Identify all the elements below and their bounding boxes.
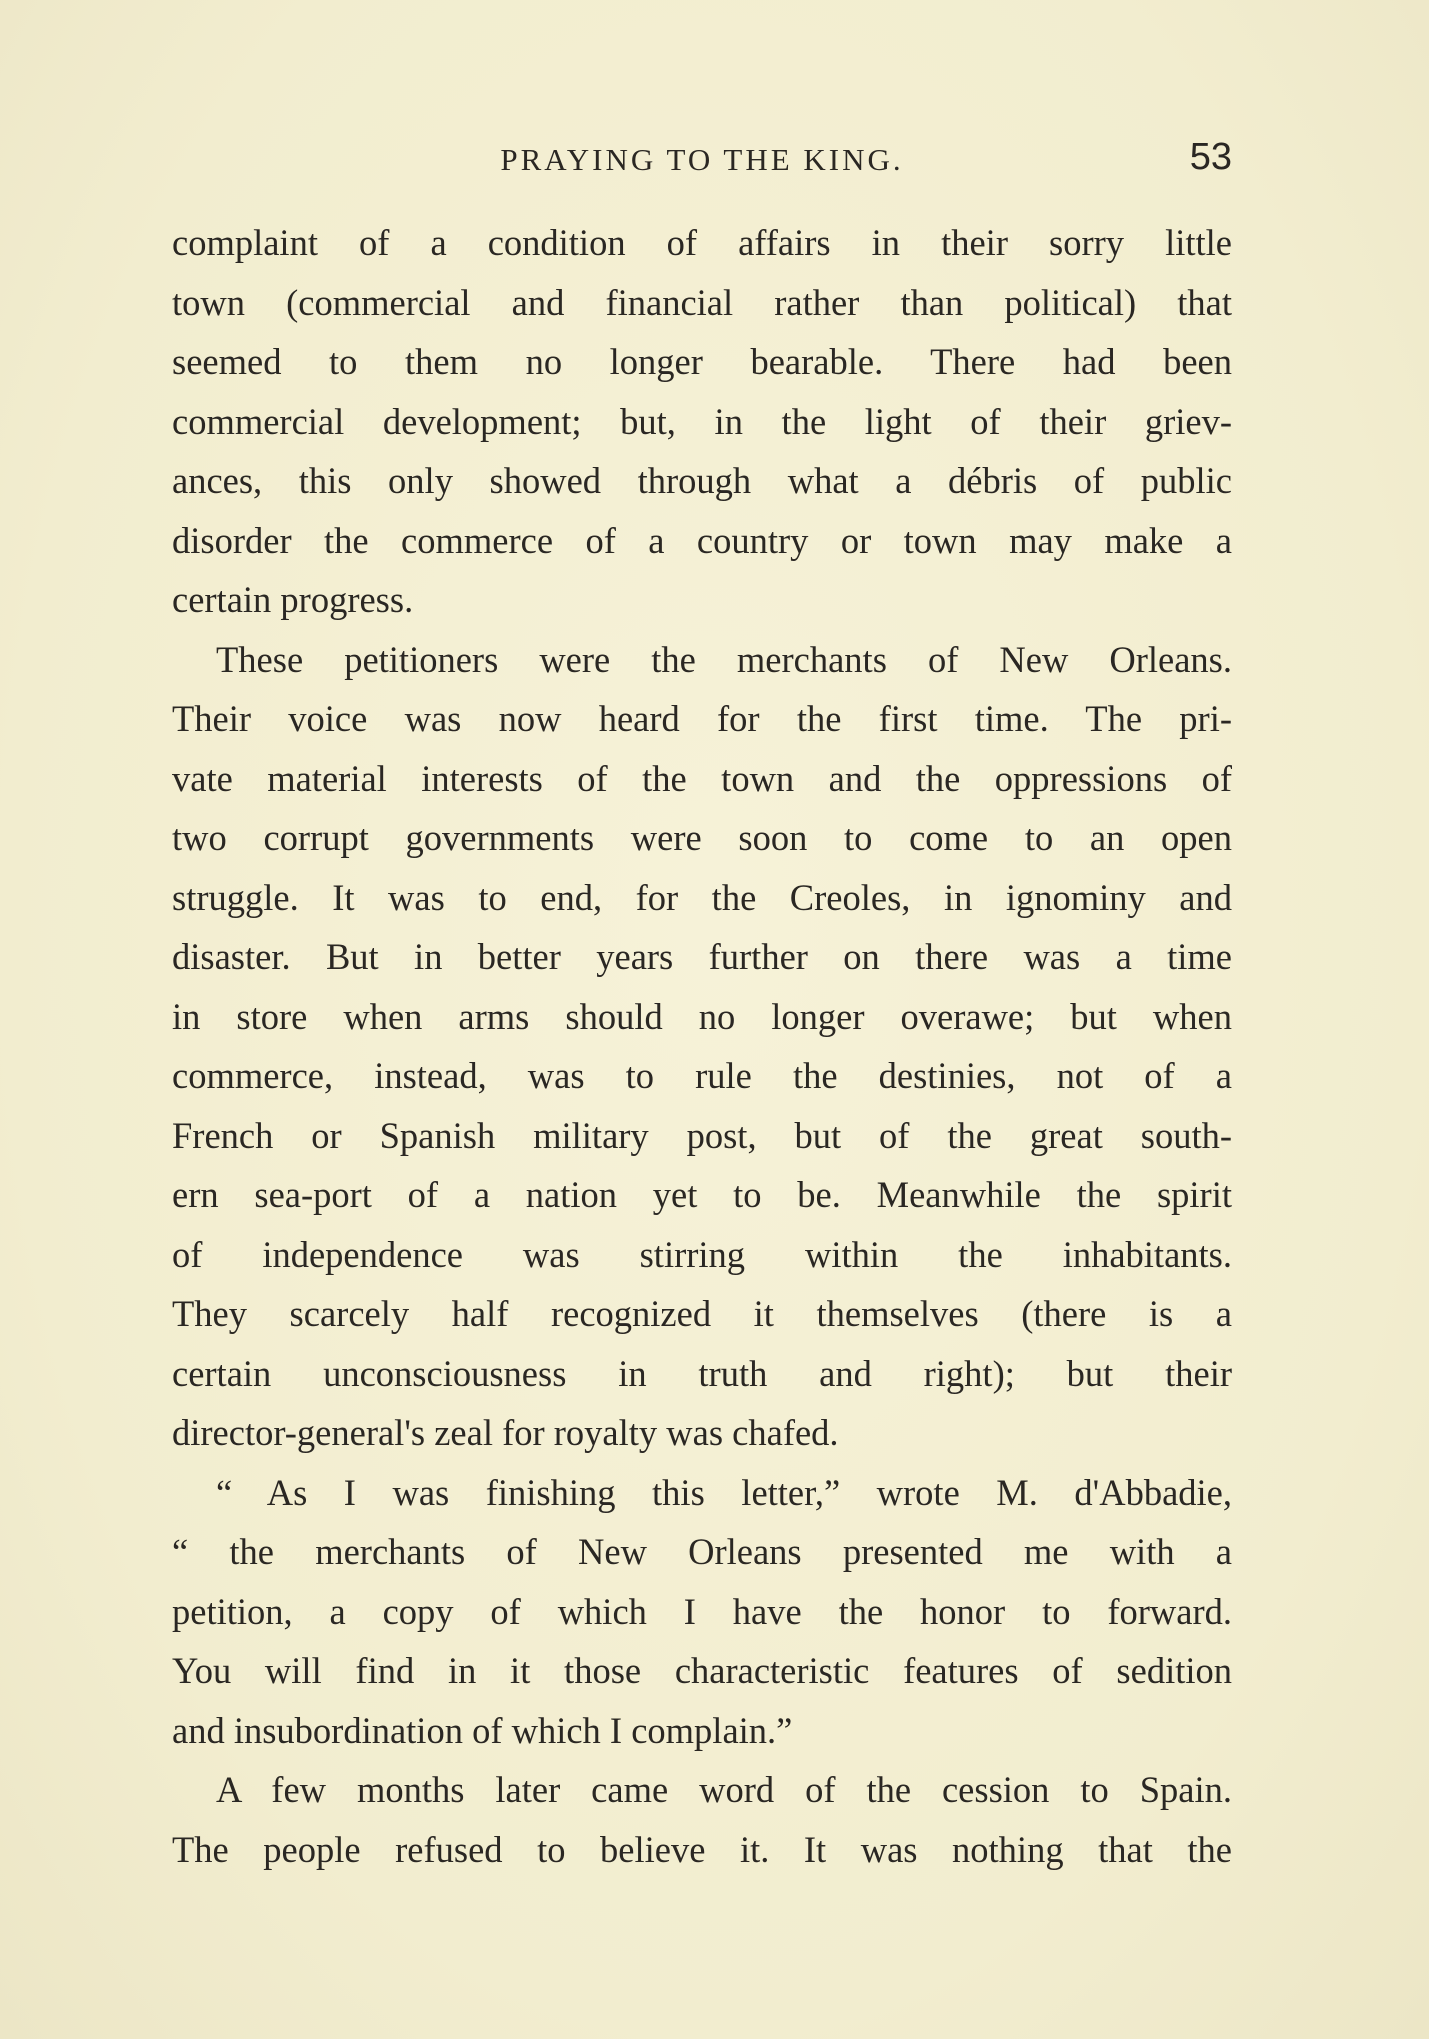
body-text (172, 213, 1232, 1879)
text-line: commerce, instead, was to rule the destinies, not of a (172, 1055, 1232, 1096)
text-line: director-general's zeal for royalty was chafed. (172, 1412, 839, 1453)
text-line: French or Spanish military post, but of the great south- (172, 1114, 1232, 1156)
running-title: PRAYING TO THE KING. (500, 142, 904, 177)
text-line: in store when arms should no longer overawe; but when (172, 995, 1232, 1037)
text-line: two corrupt governments were soon to come to an open (172, 817, 1232, 858)
text-line: Their voice was now heard for the first time. The pri- (172, 698, 1232, 739)
text-line: certain unconsciousness in truth and right); but their (172, 1352, 1232, 1394)
text-line: disaster. But in better years further on there was a time (172, 936, 1232, 977)
text-line: certain progress. (172, 579, 414, 620)
text-line: A few months later came word of the cession to Spain. (216, 1769, 1232, 1810)
page-number: 53 (1189, 136, 1232, 178)
text-line: “ As I was finishing this letter,” wrote M. d'Abbadie, (216, 1471, 1232, 1513)
text-line: seemed to them no longer bearable. There had been (172, 341, 1232, 382)
running-head (172, 136, 1232, 186)
text-line: vate material interests of the town and the oppressions of (172, 757, 1232, 799)
text-line: “ the merchants of New Orleans presented me with a (172, 1531, 1232, 1572)
text-line: They scarcely half recognized it themselves (there is a (172, 1293, 1232, 1334)
text-line: ern sea-port of a nation yet to be. Meanwhile the spirit (172, 1174, 1232, 1215)
text-line: struggle. It was to end, for the Creoles, in ignominy and (172, 876, 1232, 918)
text-line: You will find in it those characteristic features of sedition (172, 1650, 1232, 1691)
text-line: petition, a copy of which I have the honor to forward. (172, 1590, 1232, 1632)
text-line: These petitioners were the merchants of New Orleans. (216, 638, 1232, 680)
text-line: of independence was stirring within the inhabitants. (172, 1233, 1232, 1275)
text-line: disorder the commerce of a country or town may make a (172, 519, 1232, 561)
text-line: town (commercial and financial rather than political) that (172, 281, 1232, 323)
text-line: commercial development; but, in the light of their griev- (172, 400, 1232, 442)
text-line: and insubordination of which I complain.” (172, 1709, 793, 1751)
text-line: complaint of a condition of affairs in their sorry little (172, 222, 1232, 263)
text-line: ances, this only showed through what a débris of public (172, 460, 1232, 501)
text-line: The people refused to believe it. It was nothing that the (172, 1828, 1232, 1870)
